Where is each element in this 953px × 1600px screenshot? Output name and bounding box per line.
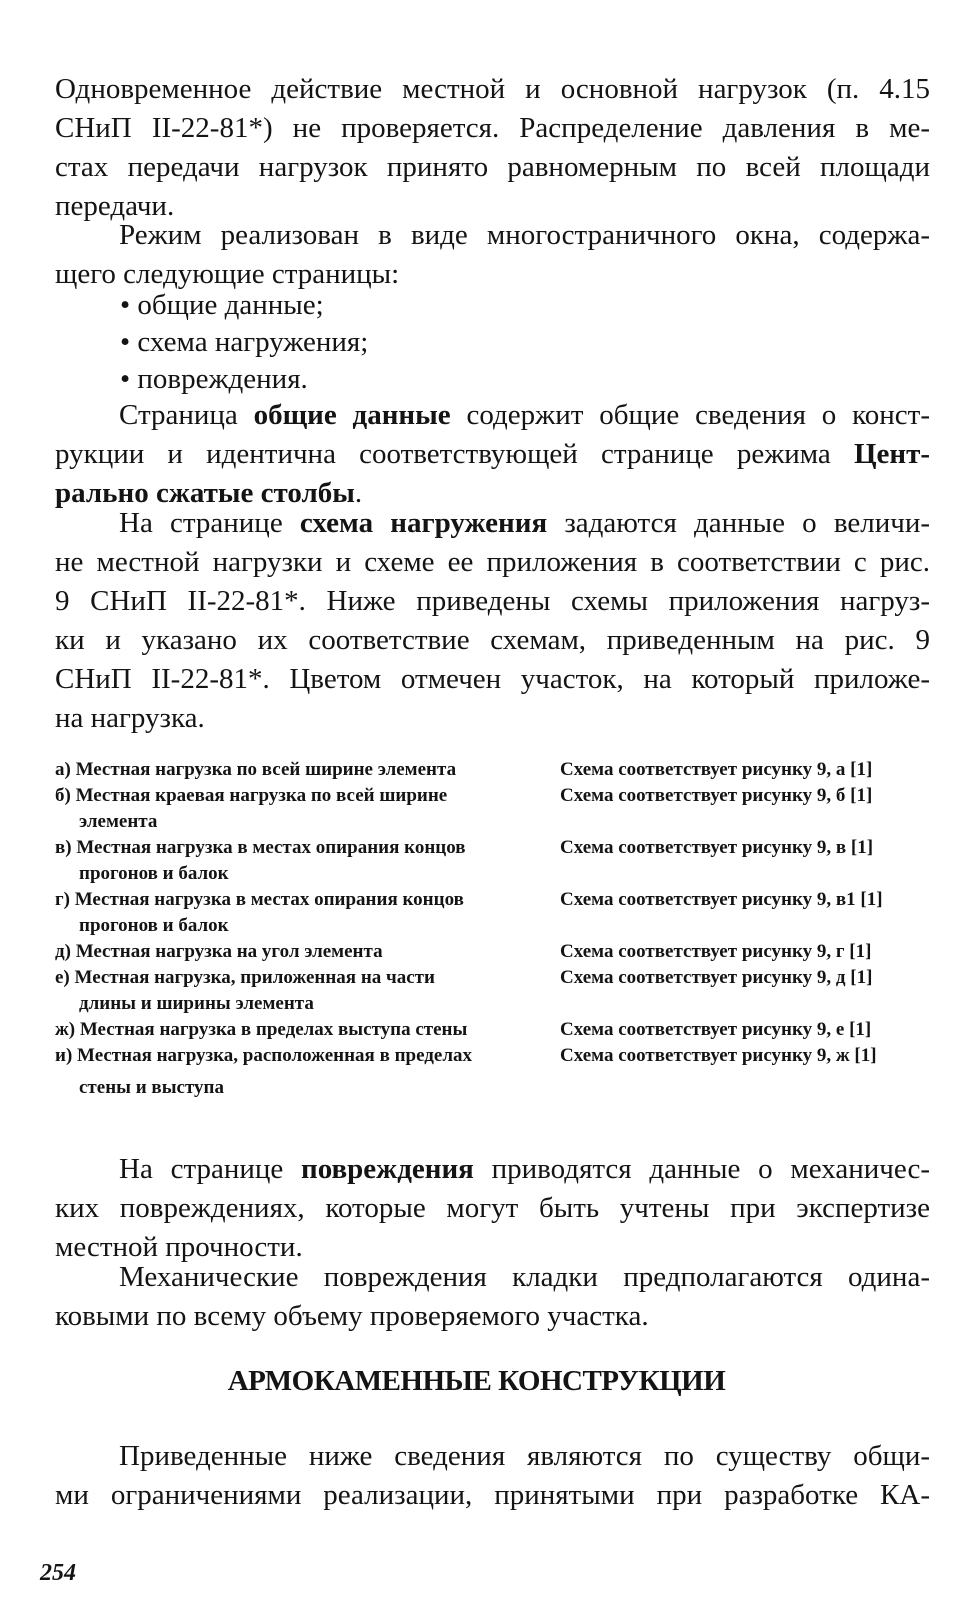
text-line: На странице схема нагружения задаются данные о величи- bbox=[119, 507, 931, 539]
scheme-row: и) Местная нагрузка, расположенная в пределах стены и выступа Схема соответствует рисунку 9, ж [1] bbox=[55, 1045, 877, 1098]
text-line: ких повреждениях, которые могут быть учтены при экспертизе bbox=[55, 1192, 930, 1224]
text-line: рукции и идентична соответствующей странице режима Цент- bbox=[55, 438, 930, 470]
paragraph-load-check bbox=[55, 70, 930, 226]
text-line: Механические повреждения кладки предполагаются одина- bbox=[119, 1261, 930, 1293]
paragraph-damages-page bbox=[55, 1150, 930, 1267]
bullet-general-data: • общие данные; bbox=[120, 289, 324, 321]
scheme-ref: Схема соответствует рисунку 9, д [1] bbox=[560, 967, 873, 988]
text-line: Приведенные ниже сведения являются по существу общи- bbox=[119, 1440, 930, 1472]
term-mode-name: Цент- bbox=[853, 438, 930, 470]
paragraph-load-scheme-page bbox=[55, 504, 930, 738]
scheme-row: е) Местная нагрузка, приложенная на части длины и ширины элемента Схема соответствует рисунку 9, д [1] bbox=[55, 967, 873, 1014]
paragraph-reinforced-masonry bbox=[55, 1437, 930, 1515]
term-damages: повреждения bbox=[301, 1153, 474, 1185]
scheme-ref: Схема соответствует рисунку 9, в1 [1] bbox=[560, 889, 883, 910]
text-line: СНиП II-22-81*. Цветом отмечен участок, на который приложе- bbox=[55, 663, 930, 695]
scheme-ref: Схема соответствует рисунку 9, г [1] bbox=[560, 941, 872, 962]
page-number: 254 bbox=[40, 1560, 76, 1586]
scheme-row: а) Местная нагрузка по всей ширине элемента Схема соответствует рисунку 9, а [1] bbox=[55, 757, 933, 783]
text-line: Страница общие данные содержит общие сведения о конст- bbox=[119, 399, 930, 431]
paragraph-general-data-page bbox=[55, 396, 930, 513]
paragraph-mechanical-damages bbox=[55, 1258, 930, 1336]
text-line: ковыми по всему объему проверяемого участка. bbox=[55, 1300, 649, 1332]
text-line: не местной нагрузки и схеме ее приложения в соответствии с рис. bbox=[55, 546, 930, 578]
term-mode-name-cont: рально сжатые столбы bbox=[55, 477, 355, 509]
scheme-ref: Схема соответствует рисунку 9, в [1] bbox=[560, 837, 874, 858]
scheme-row: ж) Местная нагрузка в пределах выступа стены Схема соответствует рисунку 9, е [1] bbox=[55, 1017, 933, 1043]
bullet-damages: • повреждения. bbox=[120, 363, 308, 395]
scheme-ref: Схема соответствует рисунку 9, е [1] bbox=[560, 1019, 872, 1040]
scheme-ref: Схема соответствует рисунку 9, ж [1] bbox=[560, 1045, 877, 1066]
scheme-row: д) Местная нагрузка на угол элемента Схема соответствует рисунку 9, г [1] bbox=[55, 939, 933, 965]
text-line: Одновременное действие местной и основной нагрузок (п. 4.15 bbox=[55, 73, 930, 105]
text-line: щего следующие страницы: bbox=[55, 258, 400, 290]
scheme-ref: Схема соответствует рисунку 9, б [1] bbox=[560, 785, 873, 806]
text-line: Режим реализован в виде многостраничного окна, содержа- bbox=[119, 219, 930, 251]
term-load-scheme: схема нагружения bbox=[299, 507, 548, 539]
scheme-row: б) Местная краевая нагрузка по всей ширине элемента Схема соответствует рисунку 9, б [1] bbox=[55, 785, 873, 832]
scheme-ref: Схема соответствует рисунку 9, а [1] bbox=[560, 759, 873, 780]
text-line: рально сжатые столбы. bbox=[55, 477, 363, 509]
text-line: на нагрузка. bbox=[55, 702, 205, 734]
scheme-list bbox=[55, 757, 933, 1101]
paragraph-mode-window bbox=[55, 216, 930, 294]
text-line: ки и указано их соответствие схемам, приведенным на рис. 9 bbox=[55, 624, 930, 656]
text-line: ми ограничениями реализации, принятыми при разработке КА- bbox=[55, 1479, 930, 1511]
scheme-row: г) Местная нагрузка в местах опирания концов прогонов и балок Схема соответствует рисунку 9, в1 [1] bbox=[55, 889, 883, 936]
text-line: местной прочности. bbox=[55, 1231, 303, 1263]
text-line: На странице повреждения приводятся данные о механичес- bbox=[119, 1153, 930, 1185]
scheme-row: в) Местная нагрузка в местах опирания концов прогонов и балок Схема соответствует рисунку 9, в [1] bbox=[55, 837, 874, 884]
text-line: 9 СНиП II-22-81*. Ниже приведены схемы приложения нагруз- bbox=[55, 585, 930, 617]
bullet-load-scheme: • схема нагружения; bbox=[120, 326, 369, 358]
term-general-data: общие данные bbox=[253, 399, 451, 431]
text-line: передачи. bbox=[55, 190, 175, 222]
text-line: стах передачи нагрузок принято равномерным по всей площади bbox=[55, 151, 930, 183]
section-heading: АРМОКАМЕННЫЕ КОНСТРУКЦИИ bbox=[227, 1365, 726, 1397]
text-line: СНиП II-22-81*) не проверяется. Распределение давления в ме- bbox=[55, 112, 930, 144]
